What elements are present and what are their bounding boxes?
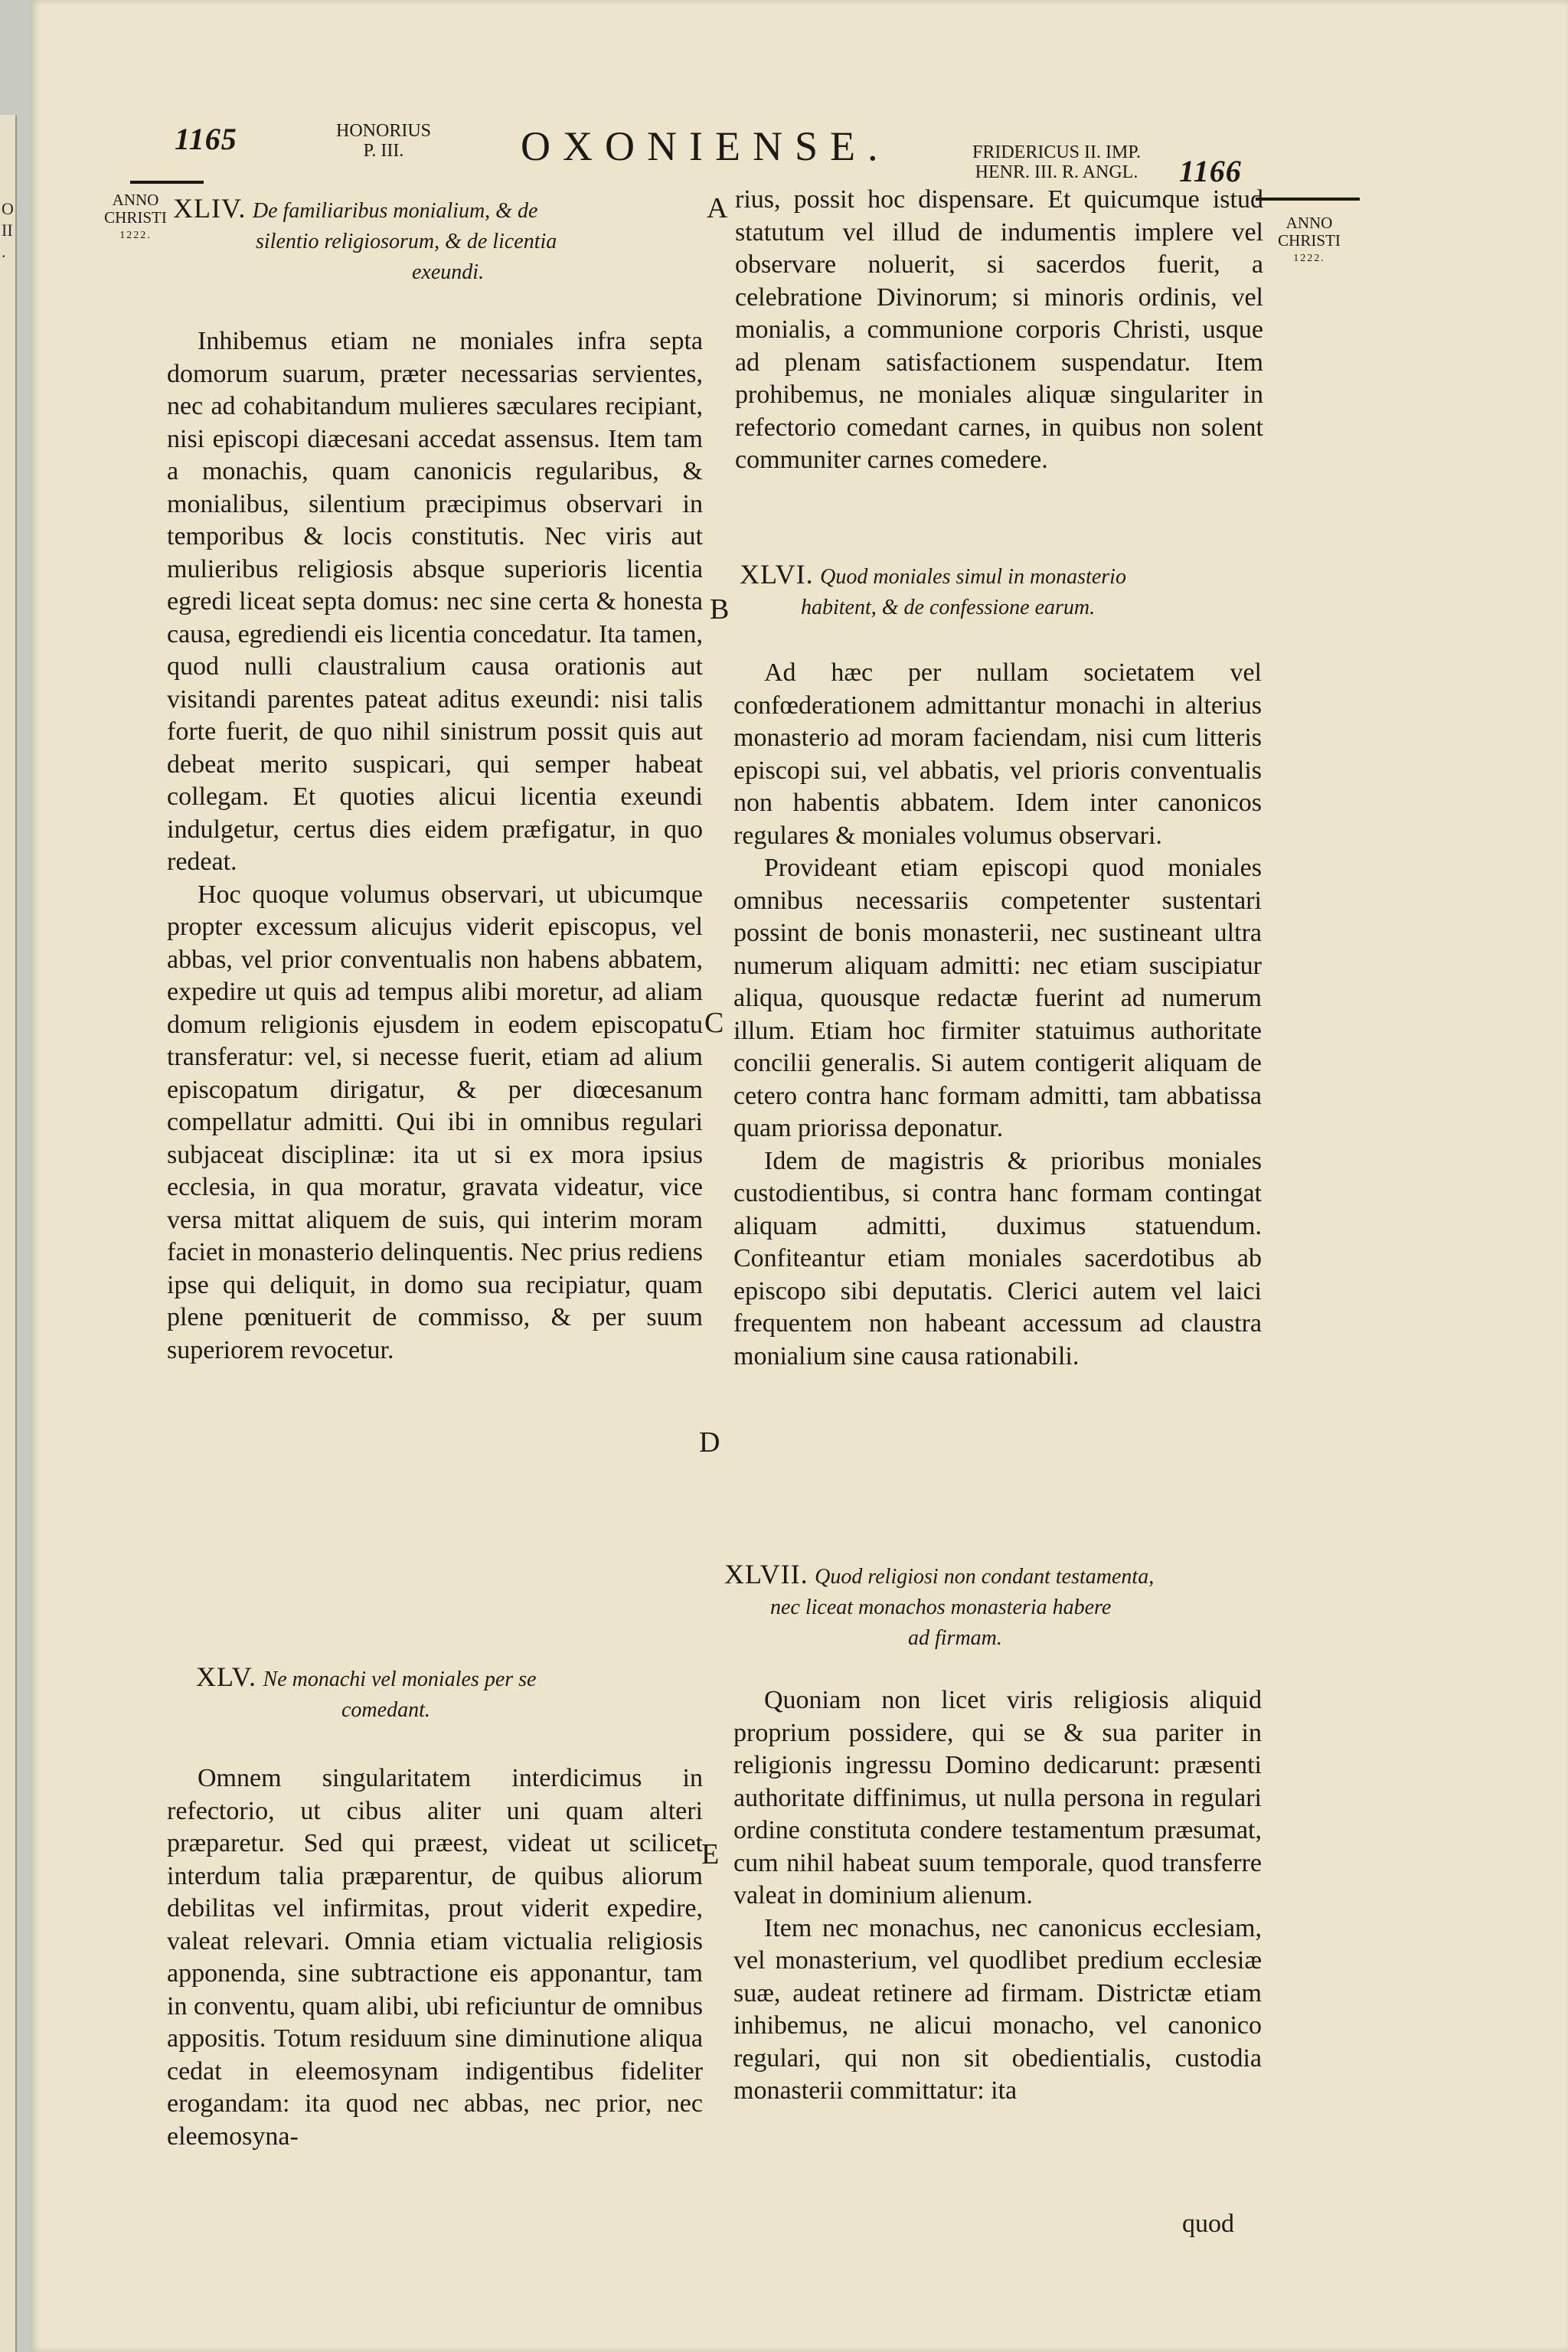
section-number: XLVI. — [740, 559, 814, 590]
running-head-right-line1: FRIDERICUS II. IMP. — [972, 142, 1142, 162]
margin-letter-c: C — [704, 1007, 724, 1039]
paragraph: rius, possit hoc dispensare. Et quicumque istud statutum vel illud de indumentis implere vel observare noluerit, si sacerdos fuerit, a celebratione Divinorum; si minoris ordinis, vel monialis, a communione corporis Christi, usque ad plenam satisfactionem suspendatur. Item prohibemus, ne moniales aliquæ singulariter in refectorio comedant carnes, in quibus non solent communiter carnes comedere. — [735, 185, 1263, 474]
sliver-char: O — [2, 199, 14, 218]
section-title-line1: De familiaribus monialium, & de — [252, 199, 538, 223]
anno-label: ANNO — [1285, 214, 1333, 232]
paragraph: Omnem singularitatem interdicimus in refectorio, ut cibus aliter uni quam alteri præparetur. Sed qui præest, videat ut scilicet interdum talia præparentur, de quibus aliorum debilitas vel infirmitas, prout viderit expedire, valeat relevari. Omnia etiam victualia religiosis apponenda, sine subtractione eis apponantur, tam in conventu, quam alibi, ubi reficiuntur de omnibus appositis. Totum residuum sine diminutione aliqua cedat in eleemosynam indigentibus fideliter erogandam: ita quod nec abbas, nec prior, nec eleemosyna- — [167, 1764, 703, 2151]
section-title-line2: nec liceat monachos monasteria habere — [770, 1596, 1112, 1619]
left-column-text-a — [167, 325, 703, 1367]
paragraph: Provideant etiam episcopi quod moniales omnibus necessariis competenter sustentari possint de bonis monasterii, nec sustineant ultra numerum aliquam admitti: nec etiam suscipiatur aliqua, quousque redactæ fuerint ad numerum illum. Etiam hoc firmiter statuimus authoritate concilii generalis. Si autem contigerit aliquam de cetero contra hanc formam admitti, tam abbatissa quam priorissa deponatur. — [733, 854, 1262, 1142]
anno-christi-left — [86, 191, 185, 244]
section-number: XLIV. — [173, 193, 247, 224]
anno-year: 1222. — [119, 230, 152, 241]
margin-rule-right — [1256, 198, 1360, 201]
section-heading-45 — [196, 1661, 701, 1726]
running-head-right — [942, 142, 1171, 182]
margin-letter-b: B — [710, 593, 730, 626]
margin-rule-left — [130, 181, 204, 184]
sliver-char: . — [2, 242, 6, 261]
paragraph: Ad hæc per nullam societatem vel confœderationem admittantur monachi in alterius monasterio ad moram faciendam, nisi cum litteris episcopi sui, vel abbatis, vel prioris conventualis non habentis abbatem. Idem inter canonicos regulares & moniales volumus observari. — [733, 658, 1262, 850]
section-number: XLVII. — [724, 1559, 808, 1589]
running-title: OXONIENSE. — [521, 123, 890, 169]
paragraph: Item nec monachus, nec canonicus ecclesiam, vel monasterium, vel quodlibet predium ecclesiæ suæ, audeat retinere ad firmam. Districtæ etiam inhibemus, ne alicui monacho, vel canonico regulari, qui non sit obedientialis, custodia monasterii committatur: ita — [733, 1913, 1262, 2105]
section-title-line3: exeundi. — [412, 260, 485, 284]
adjacent-page-edge — [0, 115, 17, 2352]
page-number-right: 1166 — [1179, 154, 1242, 188]
page-number-left: 1165 — [175, 122, 237, 156]
margin-letter-d: D — [699, 1426, 720, 1459]
book-page — [31, 0, 1568, 2352]
running-head-left-line2: P. III. — [363, 141, 404, 161]
catchword: quod — [1182, 2210, 1234, 2238]
anno-year: 1222. — [1293, 253, 1325, 264]
margin-letter-e: E — [701, 1838, 720, 1870]
paragraph: Inhibemus etiam ne moniales infra septa domorum suarum, præter necessarias servientes, nec ad cohabitandum mulieres sæculares recipiant, nisi episcopi diæcesani accedat assensus. Item tam a monachis, quam canonicis regularibus, & monialibus, silentium præcipimus observari in temporibus & locis constitutis. Nec viris aut mulieribus religiosis absque superioris licentia egredi liceat septa domus: nec sine certa & honesta causa, egrediendi eis licentia concedatur. Ita tamen, quod nulli claustralium causa orationis aut visitandi parentes pateat aditus exeundi: nisi talis forte fuerit, de quo nihil sinistrum possit quis aut debeat merito suspicari, qui semper habeat collegam. Et quoties alicui licentia exeundi indulgetur, certus dies eidem præfigatur, in quo redeat. — [167, 327, 703, 876]
section-heading-46 — [740, 559, 1276, 623]
running-head-left — [326, 121, 441, 161]
right-column-text-c — [733, 1684, 1262, 2108]
section-number: XLV. — [196, 1661, 257, 1692]
paragraph: Quoniam non licet viris religiosis aliquid proprium possidere, qui se & sua pariter in religionis ingressu Domino dedicarunt: præsenti authoritate diffinimus, ut nulla persona in regulari ordine constituta condere testamentum præsumat, cum nihil habeat suum temporale, quod transferre valeat in dominium alienum. — [733, 1686, 1262, 1909]
anno-christi-right — [1256, 214, 1363, 267]
paragraph: Idem de magistris & prioribus moniales custodientibus, si contra hanc formam contingat aliquam admitti, duximus statuendum. Confiteantur etiam moniales sacerdotibus ab episcopo sibi deputatis. Clerici autem vel laici frequentem non habeant accessum ad claustra monialium sine causa rationabili. — [733, 1146, 1262, 1370]
christi-label: CHRISTI — [104, 208, 167, 227]
section-heading-44 — [173, 193, 709, 288]
section-title-line2: silentio religiosorum, & de licentia — [256, 230, 557, 253]
right-column-text-a — [735, 184, 1263, 477]
sliver-char: II — [2, 220, 13, 240]
section-title-line1: Quod religiosi non condant testamenta, — [815, 1565, 1155, 1589]
section-title-line2: comedant. — [341, 1698, 430, 1722]
running-head-left-line1: HONORIUS — [335, 121, 431, 141]
section-title-line1: Quod moniales simul in monasterio — [820, 565, 1126, 589]
right-column-text-b — [733, 657, 1262, 1373]
section-title-line2: habitent, & de confessione earum. — [801, 596, 1096, 619]
section-title-line1: Ne monachi vel moniales per se — [263, 1668, 537, 1691]
margin-letter-a: A — [707, 192, 728, 224]
paragraph: Hoc quoque volumus observari, ut ubicumque propter excessum alicujus viderit episcopus, vel abbas, vel prior conventualis non habens abbatem, expedire ut quis ad tempus alibi moretur, ad aliam domum religionis ejusdem in eodem episcopatu transferatur: vel, si necesse fuerit, etiam ad alium episcopatum dirigatur, & per diœcesanum compellatur admitti. Qui ibi in omnibus regulari subjaceat disciplinæ: ita ut si ex mora ipsius ecclesia, in qua moratur, gravata videatur, vice versa mittat aliquem de suis, qui interim moram faciet in monasterio delinquentis. Nec prius rediens ipse qui deliquit, in domo sua recipiatur, quam plene pœnituerit de commisso, & per suum superiorem revocetur. — [167, 880, 703, 1364]
left-column-text-b — [167, 1762, 703, 2153]
section-heading-47 — [724, 1559, 1276, 1654]
christi-label: CHRISTI — [1278, 231, 1341, 250]
running-head-right-line2: HENR. III. R. ANGL. — [975, 162, 1138, 182]
anno-label: ANNO — [112, 191, 159, 209]
section-title-line3: ad firmam. — [908, 1626, 1002, 1650]
